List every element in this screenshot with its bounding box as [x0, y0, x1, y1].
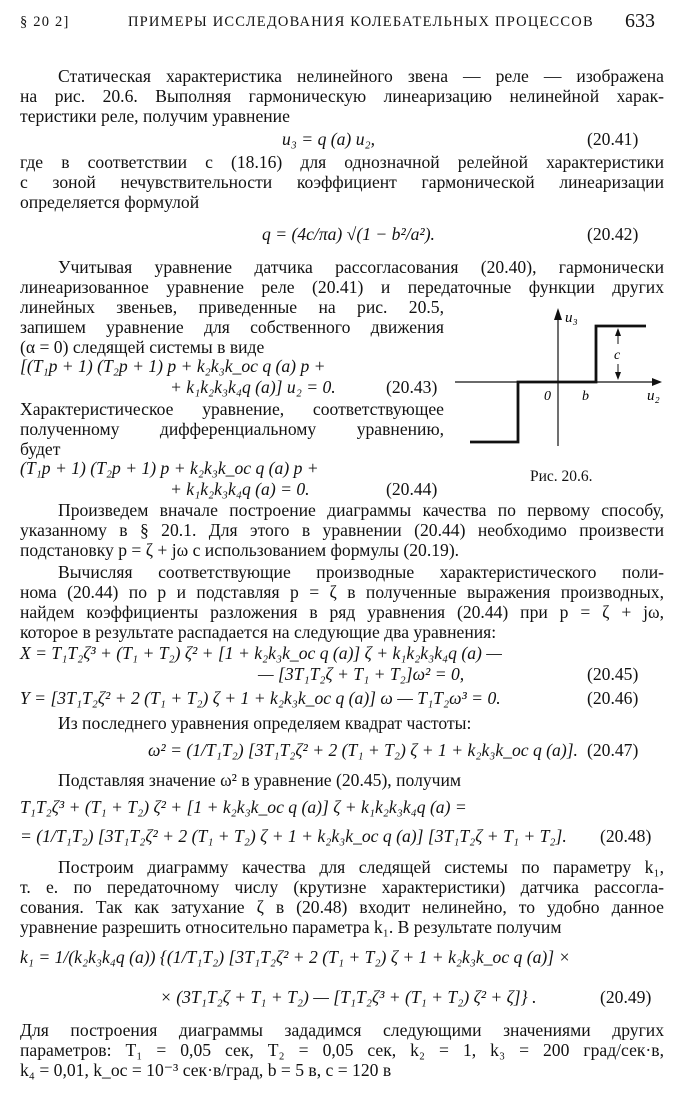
equation-20-42: q = (4c/πa) √(1 − b²/a²).: [262, 224, 435, 244]
body-line-7: Учитывая уравнение датчика рассогласования (20.40), гармонически: [58, 257, 664, 277]
arrow-down-icon: [615, 372, 621, 380]
body-line-27: уравнение разрешить относительно параметра k₁. В результате получим: [20, 917, 562, 937]
body-line-3: теристики реле, получим уравнение: [20, 106, 290, 126]
equation-20-45-line-1: X = T₁T₂ζ³ + (T₁ + T₂) ζ² + [1 + k₂k₃k_oc q (a)] ζ + k₁k₂k₃k₄q (a) —: [20, 643, 502, 663]
equation-number-20-48: (20.48): [600, 826, 652, 846]
equation-number-20-46: (20.46): [587, 688, 639, 708]
body-line-25: т. е. по передаточному числу (крутизне характеристики) датчика рассогла-: [20, 877, 664, 897]
equation-20-45-line-2: — [3T₁T₂ζ + T₁ + T₂]ω² = 0,: [258, 664, 465, 684]
body-line-13: полученному дифференциальному уравнению,: [20, 419, 444, 439]
body-line-10: запишем уравнение для собственного движения: [20, 317, 444, 337]
equation-20-48-line-2: = (1/T₁T₂) [3T₁T₂ζ² + 2 (T₁ + T₂) ζ + 1 + k₂k₃k_oc q (a)] [3T₁T₂ζ + T₁ + T₂].: [20, 826, 567, 846]
relay-characteristic-figure: [450, 296, 670, 456]
body-line-5: с зоной нечувствительности коэффициент гармонической линеаризации: [20, 172, 664, 192]
body-line-15: Произведем вначале построение диаграммы качества по первому способу,: [58, 500, 664, 520]
body-line-4: где в соответствии с (18.16) для однозначной релейной характеристики: [20, 152, 664, 172]
arrow-up-icon: [615, 328, 621, 336]
body-line-2: на рис. 20.6. Выполняя гармоническую линеаризацию нелинейной харак-: [20, 86, 664, 106]
equation-20-48-line-1: T₁T₂ζ³ + (T₁ + T₂) ζ² + [1 + k₂k₃k_oc q (a)] ζ + k₁k₂k₃k₄q (a) =: [20, 797, 467, 817]
body-line-23: Подставляя значение ω² в уравнение (20.45), получим: [58, 770, 462, 790]
threshold-label: b: [582, 389, 589, 404]
equation-20-47: ω² = (1/T₁T₂) [3T₁T₂ζ² + 2 (T₁ + T₂) ζ + 1 + k₂k₃k_oc q (a)].: [148, 740, 578, 760]
equation-number-20-44: (20.44): [386, 479, 438, 499]
relay-negative-branch: [470, 382, 550, 442]
body-line-6: определяется формулой: [20, 192, 200, 212]
body-line-26: сования. Так как затухание ζ в (20.48) входит нелинейно, то удобно данное: [20, 897, 664, 917]
running-title: ПРИМЕРЫ ИССЛЕДОВАНИЯ КОЛЕБАТЕЛЬНЫХ ПРОЦЕССОВ: [128, 14, 594, 30]
body-line-16: указанному в § 20.1. Для этого в уравнении (20.44) необходимо произвести: [20, 520, 664, 540]
x-axis-label: u₂: [647, 388, 660, 404]
y-axis-label: u₃: [565, 310, 578, 326]
equation-number-20-43: (20.43): [386, 377, 438, 397]
body-line-20: найдем коэффициенты разложения в ряд уравнения (20.44) при p = ζ + jω,: [20, 602, 664, 622]
equation-number-20-45: (20.45): [587, 664, 639, 684]
body-line-30: k₄ = 0,01, k_oc = 10⁻³ сек·в/град, b = 5 в, c = 120 в: [20, 1060, 392, 1080]
equation-20-43-line-1: [(T₁p + 1) (T₂p + 1) p + k₂k₃k_oc q (a) p +: [20, 356, 326, 376]
body-line-12: Характеристическое уравнение, соответствующее: [20, 399, 444, 419]
equation-20-44-line-1: (T₁p + 1) (T₂p + 1) p + k₂k₃k_oc q (a) p +: [20, 458, 319, 478]
body-line-11: (α = 0) следящей системы в виде: [20, 337, 265, 357]
equation-20-43-line-2: + k₁k₂k₃k₄q (a)] u₂ = 0.: [170, 377, 336, 397]
body-line-24: Построим диаграмму качества для следящей системы по параметру k₁,: [58, 857, 664, 877]
equation-20-44-line-2: + k₁k₂k₃k₄q (a) = 0.: [170, 479, 310, 499]
body-line-1: Статическая характеристика нелинейного звена — реле — изображена: [58, 66, 664, 86]
body-line-19: нома (20.44) по p и подставляя p = ζ в полученные выражения производных,: [20, 582, 664, 602]
body-line-17: подстановку p = ζ + jω с использованием формулы (20.19).: [20, 540, 460, 560]
section-ref: § 20 2]: [20, 14, 70, 30]
y-axis-arrow-icon: [554, 308, 562, 320]
height-label: c: [614, 348, 621, 363]
page-number: 633: [625, 10, 655, 32]
body-line-28: Для построения диаграммы зададимся следующими значениями других: [20, 1020, 664, 1040]
equation-20-46: Y = [3T₁T₂ζ² + 2 (T₁ + T₂) ζ + 1 + k₂k₃k_oc q (a)] ω — T₁T₂ω³ = 0.: [20, 688, 501, 708]
body-line-29: параметров: T₁ = 0,05 сек, T₂ = 0,05 сек, k₂ = 1, k₃ = 200 град/сек·в,: [20, 1040, 664, 1060]
equation-number-20-49: (20.49): [600, 987, 652, 1007]
body-line-14: будет: [20, 439, 61, 459]
body-line-18: Вычисляя соответствующие производные характеристического поли-: [58, 562, 664, 582]
equation-20-49-line-2: × (3T₁T₂ζ + T₁ + T₂) — [T₁T₂ζ³ + (T₁ + T₂) ζ² + ζ]} .: [160, 987, 537, 1007]
body-line-8: линеаризованное уравнение реле (20.41) и передаточные функции других: [20, 277, 664, 297]
equation-20-49-line-1: k₁ = 1/(k₂k₃k₄q (a)) {(1/T₁T₂) [3T₁T₂ζ² + 2 (T₁ + T₂) ζ + 1 + k₂k₃k_oc q (a)] ×: [20, 947, 571, 967]
origin-label: 0: [544, 389, 551, 404]
equation-20-41: u₃ = q (a) u₂,: [282, 129, 376, 149]
relay-positive-branch: [550, 326, 646, 382]
equation-number-20-41: (20.41): [587, 129, 639, 149]
body-line-9: линейных звеньев, приведенные на рис. 20.5,: [20, 297, 444, 317]
body-line-22: Из последнего уравнения определяем квадрат частоты:: [58, 713, 472, 733]
figure-caption: Рис. 20.6.: [530, 468, 593, 485]
equation-number-20-47: (20.47): [587, 740, 639, 760]
x-axis-arrow-icon: [652, 378, 662, 386]
body-line-21: которое в результате распадается на следующие два уравнения:: [20, 622, 497, 642]
equation-number-20-42: (20.42): [587, 224, 639, 244]
